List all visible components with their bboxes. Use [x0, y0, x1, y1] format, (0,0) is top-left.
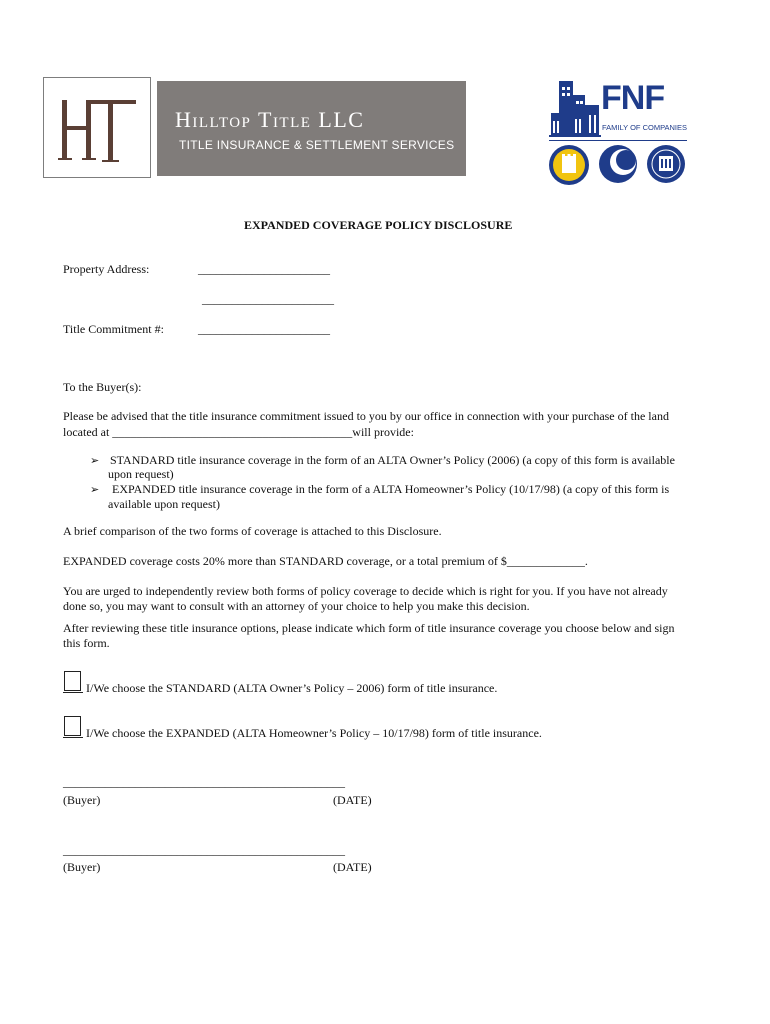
- bullet-arrow-icon: ➢: [90, 483, 100, 496]
- signature-line-1[interactable]: _______________________________________________: [63, 775, 345, 789]
- urge-line-2: done so, you may want to consult with an attorney of your choice to help you make this decision.: [63, 599, 530, 613]
- title-commitment-label: Title Commitment #:: [63, 322, 164, 336]
- seal-crescent-icon: [597, 143, 639, 185]
- intro-line-2: located at ________________________________________will provide:: [63, 425, 414, 439]
- company-name: Hilltop Title LLC: [175, 107, 365, 132]
- bullet-arrow-icon: ➢: [90, 454, 100, 467]
- after-line-1: After reviewing these title insurance options, please indicate which form of title insurance coverage you choose below and sign: [63, 621, 675, 635]
- seal-building-icon: [645, 143, 687, 185]
- bullet-standard-line-1: STANDARD title insurance coverage in the form of an ALTA Owner’s Policy (2006) (a copy of this form is available: [110, 453, 675, 467]
- property-address-line-2[interactable]: ______________________: [202, 292, 334, 306]
- partner-logo: [545, 73, 695, 188]
- company-tagline: TITLE INSURANCE & SETTLEMENT SERVICES: [179, 138, 455, 152]
- cost-note: EXPANDED coverage costs 20% more than STANDARD coverage, or a total premium of $_____________.: [63, 554, 588, 568]
- company-banner: [157, 81, 466, 176]
- standard-choice-checkbox[interactable]: [64, 671, 81, 691]
- ht-monogram-icon: [44, 78, 149, 176]
- title-commitment-line[interactable]: ______________________: [198, 322, 330, 336]
- seal-gold-icon: [547, 143, 591, 187]
- checkbox-underline: [63, 737, 83, 738]
- expanded-choice-checkbox[interactable]: [64, 716, 81, 736]
- document-title: EXPANDED COVERAGE POLICY DISCLOSURE: [244, 218, 513, 232]
- property-address-label: Property Address:: [63, 262, 150, 276]
- bullet-expanded-line-2: available upon request): [108, 497, 220, 511]
- salutation: To the Buyer(s):: [63, 380, 142, 394]
- logo-divider: [549, 140, 687, 141]
- date-label-2: (DATE): [333, 860, 372, 874]
- comparison-note: A brief comparison of the two forms of coverage is attached to this Disclosure.: [63, 524, 442, 538]
- bullet-standard-line-2: upon request): [108, 467, 174, 481]
- bullet-expanded-line-1: EXPANDED title insurance coverage in the form of a ALTA Homeowner’s Policy (10/17/98) (a copy of this form is: [112, 482, 670, 496]
- partner-tagline: FAMILY OF COMPANIES: [602, 123, 688, 132]
- signature-line-2[interactable]: _______________________________________________: [63, 843, 345, 857]
- company-logo-monogram: [43, 77, 151, 178]
- buyer-label-2: (Buyer): [63, 860, 101, 874]
- after-line-2: this form.: [63, 636, 110, 650]
- date-label-1: (DATE): [333, 793, 372, 807]
- intro-line-1: Please be advised that the title insurance commitment issued to you by our office in connection with your purchase of the land: [63, 409, 669, 423]
- standard-choice-label: I/We choose the STANDARD (ALTA Owner’s Policy – 2006) form of title insurance.: [86, 681, 498, 695]
- checkbox-underline: [63, 692, 83, 693]
- partner-name: FNF: [601, 79, 665, 117]
- property-address-line-1[interactable]: ______________________: [198, 262, 330, 276]
- urge-line-1: You are urged to independently review both forms of policy coverage to decide which is right for you. If you have not already: [63, 584, 668, 598]
- expanded-choice-label: I/We choose the EXPANDED (ALTA Homeowner’s Policy – 10/17/98) form of title insurance.: [86, 726, 542, 740]
- buyer-label-1: (Buyer): [63, 793, 101, 807]
